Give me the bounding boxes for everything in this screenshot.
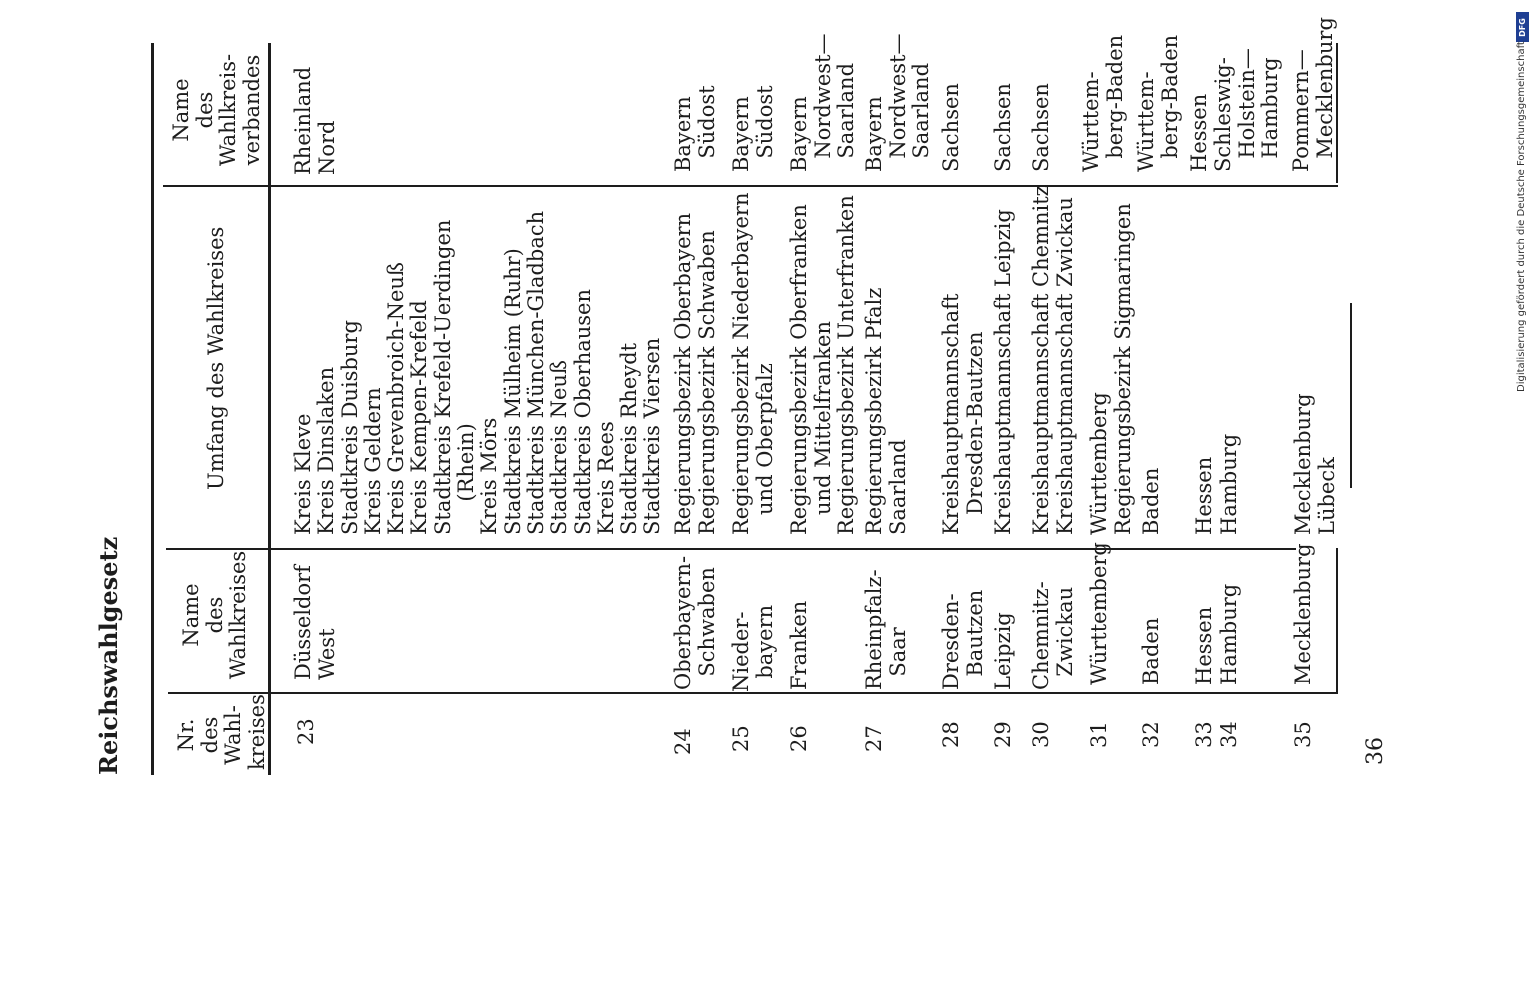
header-verband: Name des Wahlkreis- verbandes	[169, 53, 264, 167]
row-25-nr: 25	[729, 725, 753, 752]
page-title: Reichswahlgesetz	[94, 536, 123, 775]
col-divider-3	[163, 185, 1338, 187]
row-32-verband: Württem- berg-Baden	[1134, 34, 1182, 172]
dfg-logo: DFG	[1516, 12, 1529, 42]
row-26-name: Franken	[787, 600, 811, 690]
row-23-nr: 23	[294, 718, 318, 745]
row-28-name: Dresden- Bautzen	[939, 589, 987, 690]
row-27-nr: 27	[862, 725, 886, 752]
row-35-name: Mecklenburg	[1291, 543, 1315, 685]
row-34-verband: Schleswig- Holstein— Hamburg	[1211, 48, 1282, 172]
row-32-nr: 32	[1139, 721, 1163, 748]
row-27-name: Rheinpfalz- Saar	[862, 569, 910, 690]
header-nr: Nr. des Wahl- kreises	[174, 694, 269, 770]
row-30-name: Chemnitz- Zwickau	[1029, 581, 1077, 690]
row-33-verband: Hessen	[1187, 93, 1211, 172]
row-32-umfang: Baden	[1139, 467, 1163, 535]
header-name: Name des Wahlkreises	[179, 550, 250, 680]
row-35-umfang: Mecklenburg Lübeck	[1291, 393, 1339, 535]
row-29-nr: 29	[991, 721, 1015, 748]
row-31-verband: Württem- berg-Baden	[1079, 34, 1127, 172]
row-28-nr: 28	[939, 721, 963, 748]
row-31-name: Württemberg	[1087, 542, 1111, 685]
row-35-nr: 35	[1291, 721, 1315, 748]
row-23-name: Düsseldorf West	[291, 565, 339, 680]
row-24-name: Oberbayern- Schwaben	[671, 555, 719, 690]
umfang-end-rule	[1350, 303, 1352, 488]
col-divider-1	[168, 692, 1338, 694]
table-top-rule	[151, 43, 154, 775]
row-33-name: Hessen	[1192, 606, 1216, 685]
row-24-umfang: Regierungsbezirk Oberbayern Regierungsbezirk Schwaben	[671, 212, 719, 535]
header-bottom-rule	[268, 43, 271, 775]
row-27-umfang: Regierungsbezirk Pfalz Saarland	[862, 287, 910, 535]
row-29-verband: Sachsen	[991, 83, 1015, 172]
row-25-verband: Bayern Südost	[729, 85, 777, 172]
row-34-umfang: Hamburg	[1217, 433, 1241, 535]
row-30-umfang: Kreishauptmannschaft Chemnitz Kreishauptmannschaft Zwickau	[1029, 185, 1077, 535]
row-32-name: Baden	[1139, 617, 1163, 685]
row-28-verband: Sachsen	[939, 83, 963, 172]
row-29-umfang: Kreishauptmannschaft Leipzig	[991, 209, 1015, 535]
row-26-verband: Bayern Nordwest— Saarland	[787, 33, 858, 172]
row-24-verband: Bayern Südost	[671, 85, 719, 172]
row-23-umfang: Kreis Kleve Kreis Dinslaken Stadtkreis Duisburg Kreis Geldern Kreis Grevenbroich-Neuß Kreis Kempen-Krefeld Stadtkreis Krefeld-Uerdingen (Rhein) Kreis Mörs Stadtkreis Mülheim (Ruhr) Stadtkreis München-Gladbach Stadtkreis Neuß Stadtkreis Oberhausen Kreis Rees Stadtkreis Rheydt Stadtkreis Viersen	[291, 210, 665, 535]
row-26-umfang: Regierungsbezirk Oberfranken und Mittelfranken Regierungsbezirk Unterfranken	[787, 195, 858, 535]
col-divider-2	[166, 548, 1296, 550]
row-33-umfang: Hessen	[1192, 456, 1216, 535]
page-number: 36	[1363, 737, 1388, 765]
row-29-name: Leipzig	[991, 612, 1015, 690]
row-30-verband: Sachsen	[1029, 83, 1053, 172]
digitization-note: Digitalisierung gefördert durch die Deutsche Forschungsgemeinschaft	[1516, 41, 1527, 392]
table-bottom-rule-2	[1336, 548, 1338, 694]
row-28-umfang: Kreishauptmannschaft Dresden-Bautzen	[939, 293, 987, 535]
row-27-verband: Bayern Nordwest— Saarland	[862, 33, 933, 172]
row-35-verband: Pommern— Mecklenburg	[1289, 17, 1337, 172]
row-34-nr: 34	[1217, 721, 1241, 748]
header-umfang: Umfang des Wahlkreises	[204, 226, 228, 490]
row-25-name: Nieder- bayern	[729, 604, 777, 692]
row-24-nr: 24	[671, 728, 695, 755]
row-33-nr: 33	[1192, 721, 1216, 748]
row-34-name: Hamburg	[1217, 583, 1241, 685]
row-31-nr: 31	[1087, 721, 1111, 748]
row-30-nr: 30	[1029, 721, 1053, 748]
row-23-verband: Rheinland Nord	[291, 66, 339, 175]
row-25-umfang: Regierungsbezirk Niederbayern und Oberpfalz	[729, 192, 777, 535]
row-31-umfang: Württemberg Regierungsbezirk Sigmaringen	[1087, 203, 1135, 535]
row-26-nr: 26	[787, 725, 811, 752]
